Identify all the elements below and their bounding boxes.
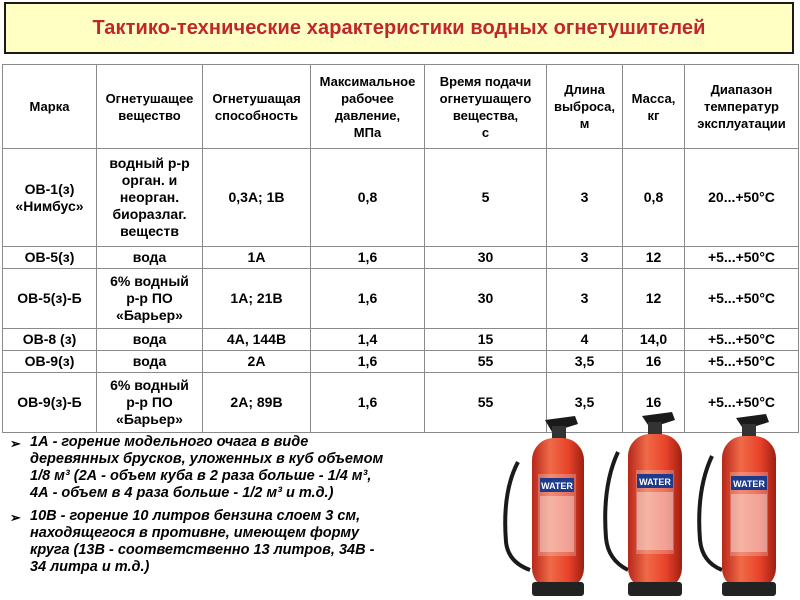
cell-range: 3: [547, 247, 623, 269]
arrow-bullet-icon: ➢: [10, 510, 21, 525]
cell-mass: 16: [623, 373, 685, 433]
cell-brand: ОВ-5(з): [3, 247, 97, 269]
cell-time: 5: [425, 149, 547, 247]
cell-time: 30: [425, 247, 547, 269]
header-agent: Огнетушащее вещество: [97, 65, 203, 149]
cell-agent: вода: [97, 247, 203, 269]
cell-range: 3: [547, 149, 623, 247]
cell-capacity: 2А: [203, 351, 311, 373]
note-text: 10В - горение 10 литров бензина слоем 3 см, находящегося в противне, имеющем форму круга (13В - соответственно 13 литров, 34В - 34 литра и т.д.): [30, 508, 375, 575]
cell-temperature: +5...+50°С: [685, 373, 799, 433]
cell-pressure: 1,6: [311, 247, 425, 269]
cell-time: 55: [425, 373, 547, 433]
cell-mass: 12: [623, 269, 685, 329]
table-row: [3, 149, 799, 247]
cell-time: 30: [425, 269, 547, 329]
cell-range: 4: [547, 329, 623, 351]
notes: [10, 434, 470, 582]
cell-capacity: 0,3А; 1В: [203, 149, 311, 247]
header-temperature: Диапазон температур эксплуатации: [685, 65, 799, 149]
header-mass: Масса, кг: [623, 65, 685, 149]
header-brand: Марка: [3, 65, 97, 149]
water-label: WATER: [733, 479, 765, 489]
cell-pressure: 1,4: [311, 329, 425, 351]
header-capacity: Огнетушащая способность: [203, 65, 311, 149]
cell-agent: вода: [97, 329, 203, 351]
cell-temperature: +5...+50°С: [685, 247, 799, 269]
cell-time: 55: [425, 351, 547, 373]
cell-pressure: 1,6: [311, 351, 425, 373]
cell-temperature: 20...+50°С: [685, 149, 799, 247]
spec-table: [2, 64, 799, 433]
title-banner: [4, 2, 794, 54]
note-item: [10, 434, 470, 502]
cell-mass: 12: [623, 247, 685, 269]
table-row: [3, 329, 799, 351]
cell-range: 3,5: [547, 373, 623, 433]
cell-mass: 16: [623, 351, 685, 373]
cell-agent: вода: [97, 351, 203, 373]
cell-brand: ОВ-8 (з): [3, 329, 97, 351]
header-pressure: Максимальное рабочее давление, МПа: [311, 65, 425, 149]
cell-mass: 14,0: [623, 329, 685, 351]
water-label: WATER: [541, 481, 573, 491]
water-label: WATER: [639, 477, 671, 487]
cell-brand: ОВ-9(з)-Б: [3, 373, 97, 433]
cell-temperature: +5...+50°С: [685, 269, 799, 329]
table-row: [3, 247, 799, 269]
note-item: [10, 508, 470, 576]
cell-capacity: 4А, 144В: [203, 329, 311, 351]
cell-brand: ОВ-1(з) «Нимбус»: [3, 149, 97, 247]
cell-agent: 6% водный р-р ПО «Барьер»: [97, 373, 203, 433]
note-text: 1А - горение модельного очага в виде деревянных брусков, уложенных в куб объемом 1/8 м³ (2А - объем куба в 2 раза больше - 1/4 м³, 4А - объем в 4 раза больше - 1/2 м³ и т.д.): [30, 434, 384, 501]
cell-temperature: +5...+50°С: [685, 351, 799, 373]
cell-range: 3: [547, 269, 623, 329]
arrow-bullet-icon: ➢: [10, 436, 21, 451]
cell-brand: ОВ-5(з)-Б: [3, 269, 97, 329]
cell-mass: 0,8: [623, 149, 685, 247]
cell-pressure: 1,6: [311, 269, 425, 329]
header-time: Время подачи огнетушащего вещества, с: [425, 65, 547, 149]
table-header-row: [3, 65, 799, 149]
cell-temperature: +5...+50°С: [685, 329, 799, 351]
cell-capacity: 2А; 89В: [203, 373, 311, 433]
cell-agent: 6% водный р-р ПО «Барьер»: [97, 269, 203, 329]
extinguishers-illustration: [500, 412, 800, 600]
table-row: [3, 351, 799, 373]
cell-time: 15: [425, 329, 547, 351]
cell-capacity: 1А: [203, 247, 311, 269]
cell-agent: водный р-р орган. и неорган. биоразлаг. веществ: [97, 149, 203, 247]
header-range: Длина выброса, м: [547, 65, 623, 149]
extinguisher-3-icon: [699, 414, 776, 596]
cell-capacity: 1А; 21В: [203, 269, 311, 329]
table-row: [3, 269, 799, 329]
extinguisher-2-icon: [605, 412, 682, 596]
cell-range: 3,5: [547, 351, 623, 373]
cell-pressure: 1,6: [311, 373, 425, 433]
extinguisher-1-icon: [505, 416, 584, 596]
cell-pressure: 0,8: [311, 149, 425, 247]
cell-brand: ОВ-9(з): [3, 351, 97, 373]
page-title: Тактико-технические характеристики водных огнетушителей: [92, 16, 706, 39]
